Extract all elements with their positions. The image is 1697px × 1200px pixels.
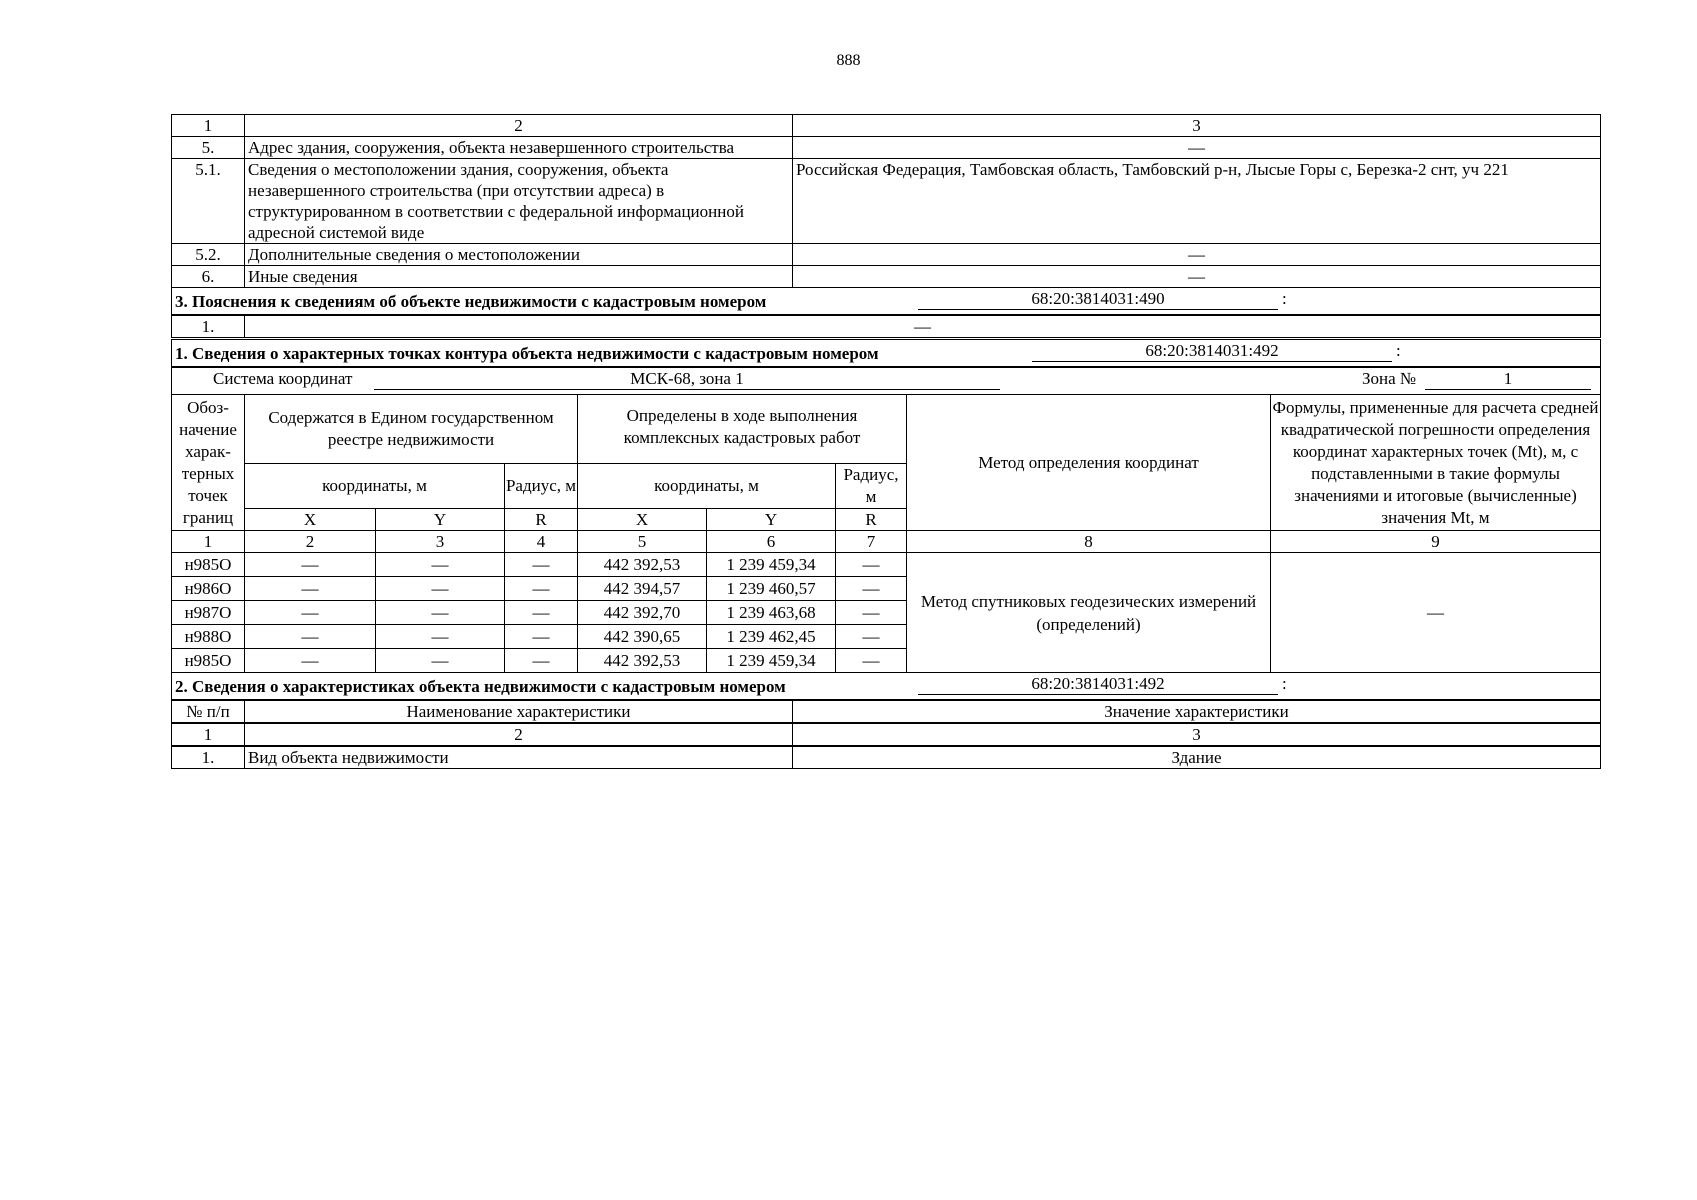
col-number: 6: [707, 531, 836, 553]
section2-cadastral-number: 68:20:3814031:492: [918, 673, 1278, 695]
row-name: Дополнительные сведения о местоположении: [245, 244, 793, 266]
table-row: [172, 137, 1601, 159]
col-number: 7: [836, 531, 907, 553]
point-y-kkr: 1 239 462,45: [707, 625, 836, 649]
col-number: 8: [907, 531, 1271, 553]
point-y-egrn: —: [376, 649, 505, 673]
name-header: Наименование характеристики: [245, 700, 793, 723]
point-designation-header: Обоз- начение харак- терных точек границ: [172, 395, 245, 531]
row-name: Адрес здания, сооружения, объекта незавершенного строительства: [245, 137, 793, 159]
point-row: [172, 553, 1601, 577]
point-x-egrn: —: [245, 649, 376, 673]
col-number: 1: [172, 115, 245, 137]
formulas-header: Формулы, примененные для расчета средней квадратической погрешности определения координат характерных точек (Mt), м, с подставленными в такие формулы значениями и итоговые (вычисленные) значения Mt, м: [1271, 395, 1601, 531]
col-number: 2: [245, 115, 793, 137]
table-row: [172, 315, 1601, 338]
row-value: —: [793, 137, 1601, 159]
section2-colon: :: [1282, 674, 1287, 693]
section3-cadastral-number: 68:20:3814031:490: [918, 288, 1278, 310]
method-value: Метод спутниковых геодезических измерений (определений): [907, 553, 1271, 673]
table-row: [172, 746, 1601, 769]
top-table: [171, 114, 1601, 288]
point-y-kkr: 1 239 463,68: [707, 601, 836, 625]
method-header: Метод определения координат: [907, 395, 1271, 531]
point-name: н985О: [172, 553, 245, 577]
point-x-kkr: 442 392,53: [578, 649, 707, 673]
point-y-egrn: —: [376, 553, 505, 577]
egrn-header: Содержатся в Едином государственном реестре недвижимости: [245, 395, 578, 464]
section2-title: 2. Сведения о характеристиках объекта недвижимости с кадастровым номером: [175, 676, 786, 696]
r-header: R: [836, 509, 907, 531]
section1-heading: [172, 339, 1601, 368]
row-name: Вид объекта недвижимости: [245, 746, 793, 769]
coord-system-label: Система координат: [213, 369, 353, 388]
value-header: Значение характеристики: [793, 700, 1601, 723]
section1-cadastral-number: 68:20:3814031:492: [1032, 340, 1392, 362]
zone-value: 1: [1425, 368, 1591, 390]
section2-table: [171, 672, 1601, 769]
point-name: н988О: [172, 625, 245, 649]
row-number: 1.: [172, 315, 245, 338]
row-number: 1.: [172, 746, 245, 769]
row-number: 6.: [172, 266, 245, 288]
point-x-egrn: —: [245, 601, 376, 625]
col-number: 1: [172, 531, 245, 553]
coords-header: координаты, м: [578, 464, 836, 509]
row-number: 5.1.: [172, 159, 245, 244]
point-r-kkr: —: [836, 649, 907, 673]
col-number: 9: [1271, 531, 1601, 553]
document: [171, 114, 1601, 769]
formulas-value: —: [1271, 553, 1601, 673]
point-y-egrn: —: [376, 601, 505, 625]
coord-system-row: [172, 367, 1601, 395]
row-value: Российская Федерация, Тамбовская область, Тамбовский р-н, Лысые Горы с, Березка-2 снт, уч 221: [793, 159, 1601, 244]
section2-heading: [172, 673, 1601, 701]
point-y-kkr: 1 239 459,34: [707, 649, 836, 673]
row-value: Здание: [793, 746, 1601, 769]
point-r-egrn: —: [505, 649, 578, 673]
col-number: 3: [793, 723, 1601, 746]
point-r-kkr: —: [836, 577, 907, 601]
col-number: 5: [578, 531, 707, 553]
row-value: —: [793, 266, 1601, 288]
point-y-kkr: 1 239 459,34: [707, 553, 836, 577]
header-row: [172, 700, 1601, 723]
point-r-kkr: —: [836, 625, 907, 649]
point-r-kkr: —: [836, 553, 907, 577]
kkr-header: Определены в ходе выполнения комплексных кадастровых работ: [578, 395, 907, 464]
x-header: X: [578, 509, 707, 531]
point-y-kkr: 1 239 460,57: [707, 577, 836, 601]
point-r-egrn: —: [505, 577, 578, 601]
column-numbers-row: [172, 531, 1601, 553]
zone-label: Зона №: [1362, 369, 1417, 388]
coord-system-value: МСК-68, зона 1: [374, 368, 1000, 390]
r-header: R: [505, 509, 578, 531]
row-name: Сведения о местоположении здания, сооружения, объекта незавершенного строительства (при отсутствии адреса) в структурированном в соответствии с федеральной информационной адресной системой виде: [245, 159, 793, 244]
page-number: 888: [836, 52, 861, 69]
col-number: 3: [376, 531, 505, 553]
col-number: 1: [172, 723, 245, 746]
point-x-egrn: —: [245, 577, 376, 601]
row-number: 5.2.: [172, 244, 245, 266]
col-number: 4: [505, 531, 578, 553]
section1-colon: :: [1396, 341, 1401, 360]
row-value: —: [245, 315, 1601, 338]
y-header: Y: [707, 509, 836, 531]
section1-table: [171, 337, 1601, 673]
section3-table: [171, 287, 1601, 338]
col-number: 2: [245, 723, 793, 746]
point-x-egrn: —: [245, 625, 376, 649]
num-header: № п/п: [172, 700, 245, 723]
column-numbers-row: [172, 115, 1601, 137]
point-x-kkr: 442 392,70: [578, 601, 707, 625]
point-x-egrn: —: [245, 553, 376, 577]
table-row: [172, 266, 1601, 288]
x-header: X: [245, 509, 376, 531]
section3-colon: :: [1282, 289, 1287, 308]
point-r-kkr: —: [836, 601, 907, 625]
row-name: Иные сведения: [245, 266, 793, 288]
point-x-kkr: 442 390,65: [578, 625, 707, 649]
point-name: н987О: [172, 601, 245, 625]
section3-heading: [172, 288, 1601, 316]
table-row: [172, 159, 1601, 244]
coords-header: координаты, м: [245, 464, 505, 509]
radius-header: Радиус, м: [505, 464, 578, 509]
header-row: [172, 395, 1601, 464]
point-y-egrn: —: [376, 625, 505, 649]
point-r-egrn: —: [505, 625, 578, 649]
row-number: 5.: [172, 137, 245, 159]
radius-header: Радиус, м: [836, 464, 907, 509]
section1-title: 1. Сведения о характерных точках контура объекта недвижимости с кадастровым номером: [175, 343, 879, 363]
point-name: н985О: [172, 649, 245, 673]
point-r-egrn: —: [505, 601, 578, 625]
point-y-egrn: —: [376, 577, 505, 601]
y-header: Y: [376, 509, 505, 531]
column-numbers-row: [172, 723, 1601, 746]
point-name: н986О: [172, 577, 245, 601]
row-value: —: [793, 244, 1601, 266]
table-row: [172, 244, 1601, 266]
point-r-egrn: —: [505, 553, 578, 577]
col-number: 2: [245, 531, 376, 553]
point-x-kkr: 442 392,53: [578, 553, 707, 577]
col-number: 3: [793, 115, 1601, 137]
point-x-kkr: 442 394,57: [578, 577, 707, 601]
section3-title: 3. Пояснения к сведениям об объекте недвижимости с кадастровым номером: [175, 291, 767, 311]
